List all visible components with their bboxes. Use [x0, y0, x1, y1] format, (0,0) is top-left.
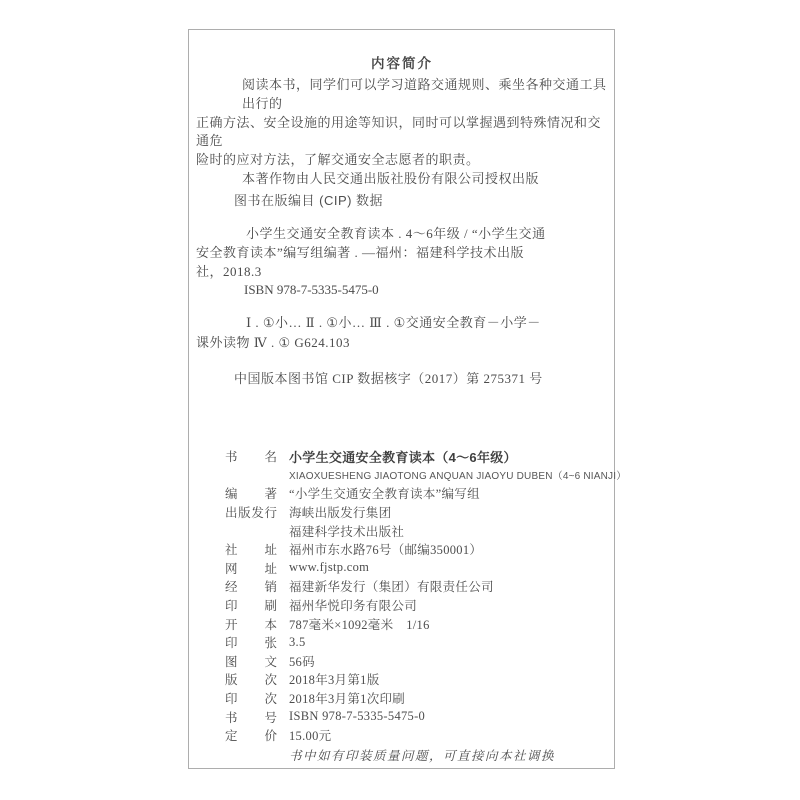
row-value: 787毫米×1092毫米 1/16: [289, 617, 430, 632]
colophon-row-pages: [225, 652, 608, 671]
row-label: 印张: [225, 636, 277, 651]
quality-note: 书中如有印装质量问题，可直接向本社调换: [289, 749, 556, 763]
colophon-row-isbn: [225, 707, 608, 726]
row-label: 定价: [225, 729, 277, 744]
colophon-row-pinyin: [225, 466, 627, 485]
colophon-row-printer: [225, 596, 608, 615]
book-title-pinyin: XIAOXUESHENG JIAOTONG ANQUAN JIAOYU DUBEN（4~6 NIANJI）: [289, 471, 627, 483]
row-value: 福州市东水路76号（邮编350001）: [289, 543, 483, 558]
colophon-row-title: [225, 447, 608, 466]
intro-title: 内容简介: [371, 56, 433, 71]
website-url: www.fjstp.com: [289, 560, 370, 575]
colophon-row-website: [225, 559, 608, 578]
book-title: 小学生交通安全教育读本（4～6年级）: [289, 449, 517, 465]
row-label: 印次: [225, 692, 277, 707]
colophon-row-price: [225, 726, 608, 745]
cip-class-line: Ⅰ . ①小… Ⅱ . ①小… Ⅲ . ①交通安全教育－小学－: [246, 315, 541, 330]
colophon-table: [225, 447, 627, 766]
row-value: 福州华悦印务有限公司: [289, 599, 418, 614]
colophon-row-impression: [225, 689, 608, 708]
colophon-row-distributor: [225, 577, 608, 596]
row-value: 2018年3月第1版: [289, 673, 380, 688]
row-label: 图文: [225, 654, 277, 669]
row-label: 网址: [225, 561, 277, 576]
row-value: 15.00元: [289, 729, 332, 744]
row-label: 书名: [225, 450, 277, 465]
cip-record-line: 安全教育读本”编写组编著 . —福州：福建科学技术出版: [196, 245, 525, 261]
cip-isbn: ISBN 978-7-5335-5475-0: [244, 282, 379, 297]
intro-line: 险时的应对方法，了解交通安全志愿者的职责。: [196, 152, 480, 168]
colophon-row-publisher2: [225, 521, 608, 540]
cip-classification: [196, 313, 608, 353]
cip-record-line: 社，2018.3: [196, 264, 262, 280]
row-label: 书号: [225, 710, 277, 725]
colophon-row-format: [225, 614, 608, 633]
cip-heading: 图书在版编目 (CIP) 数据: [234, 193, 384, 208]
colophon-row-edition: [225, 670, 608, 689]
row-value: ISBN 978-7-5335-5475-0: [289, 709, 426, 724]
row-label: 版次: [225, 673, 277, 688]
intro-line: 正确方法、安全设施的用途等知识，同时可以掌握遇到特殊情况和交通危: [196, 114, 602, 149]
colophon-row-publisher: [225, 503, 608, 522]
row-label: 开本: [225, 617, 277, 632]
page-border-frame: [188, 29, 627, 769]
row-label: 经销: [225, 580, 277, 595]
row-label: 印刷: [225, 599, 277, 614]
colophon-row-author: [225, 484, 608, 503]
quality-note-row: [225, 745, 608, 766]
cip-class-line: 课外读物 Ⅳ . ① G624.103: [196, 335, 351, 350]
cip-record: [196, 224, 608, 282]
row-value: 福建科学技术出版社: [289, 524, 405, 539]
intro-line: 阅读本书，同学们可以学习道路交通规则、乘坐各种交通工具出行的: [242, 77, 607, 111]
row-label: 编著: [225, 487, 277, 502]
cip-registry-number: 中国版本图书馆 CIP 数据核字（2017）第 275371 号: [234, 371, 543, 386]
row-value: 福建新华发行（集团）有限责任公司: [289, 580, 494, 595]
row-label: 社址: [225, 543, 277, 558]
authorization-line: 本著作物由人民交通出版社股份有限公司授权出版: [242, 170, 540, 186]
row-value: “小学生交通安全教育读本”编写组: [289, 487, 480, 502]
row-value: 56码: [289, 654, 315, 669]
colophon-row-address: [225, 540, 608, 559]
row-value: 2018年3月第1次印刷: [289, 692, 406, 707]
cip-record-line: 小学生交通安全教育读本 . 4～6年级 / “小学生交通: [246, 226, 546, 241]
colophon-row-sheets: [225, 633, 608, 652]
row-label: 出版发行: [225, 506, 277, 521]
row-value: 3.5: [289, 634, 306, 649]
row-value: 海峡出版发行集团: [289, 506, 392, 521]
intro-paragraph: [196, 76, 608, 189]
